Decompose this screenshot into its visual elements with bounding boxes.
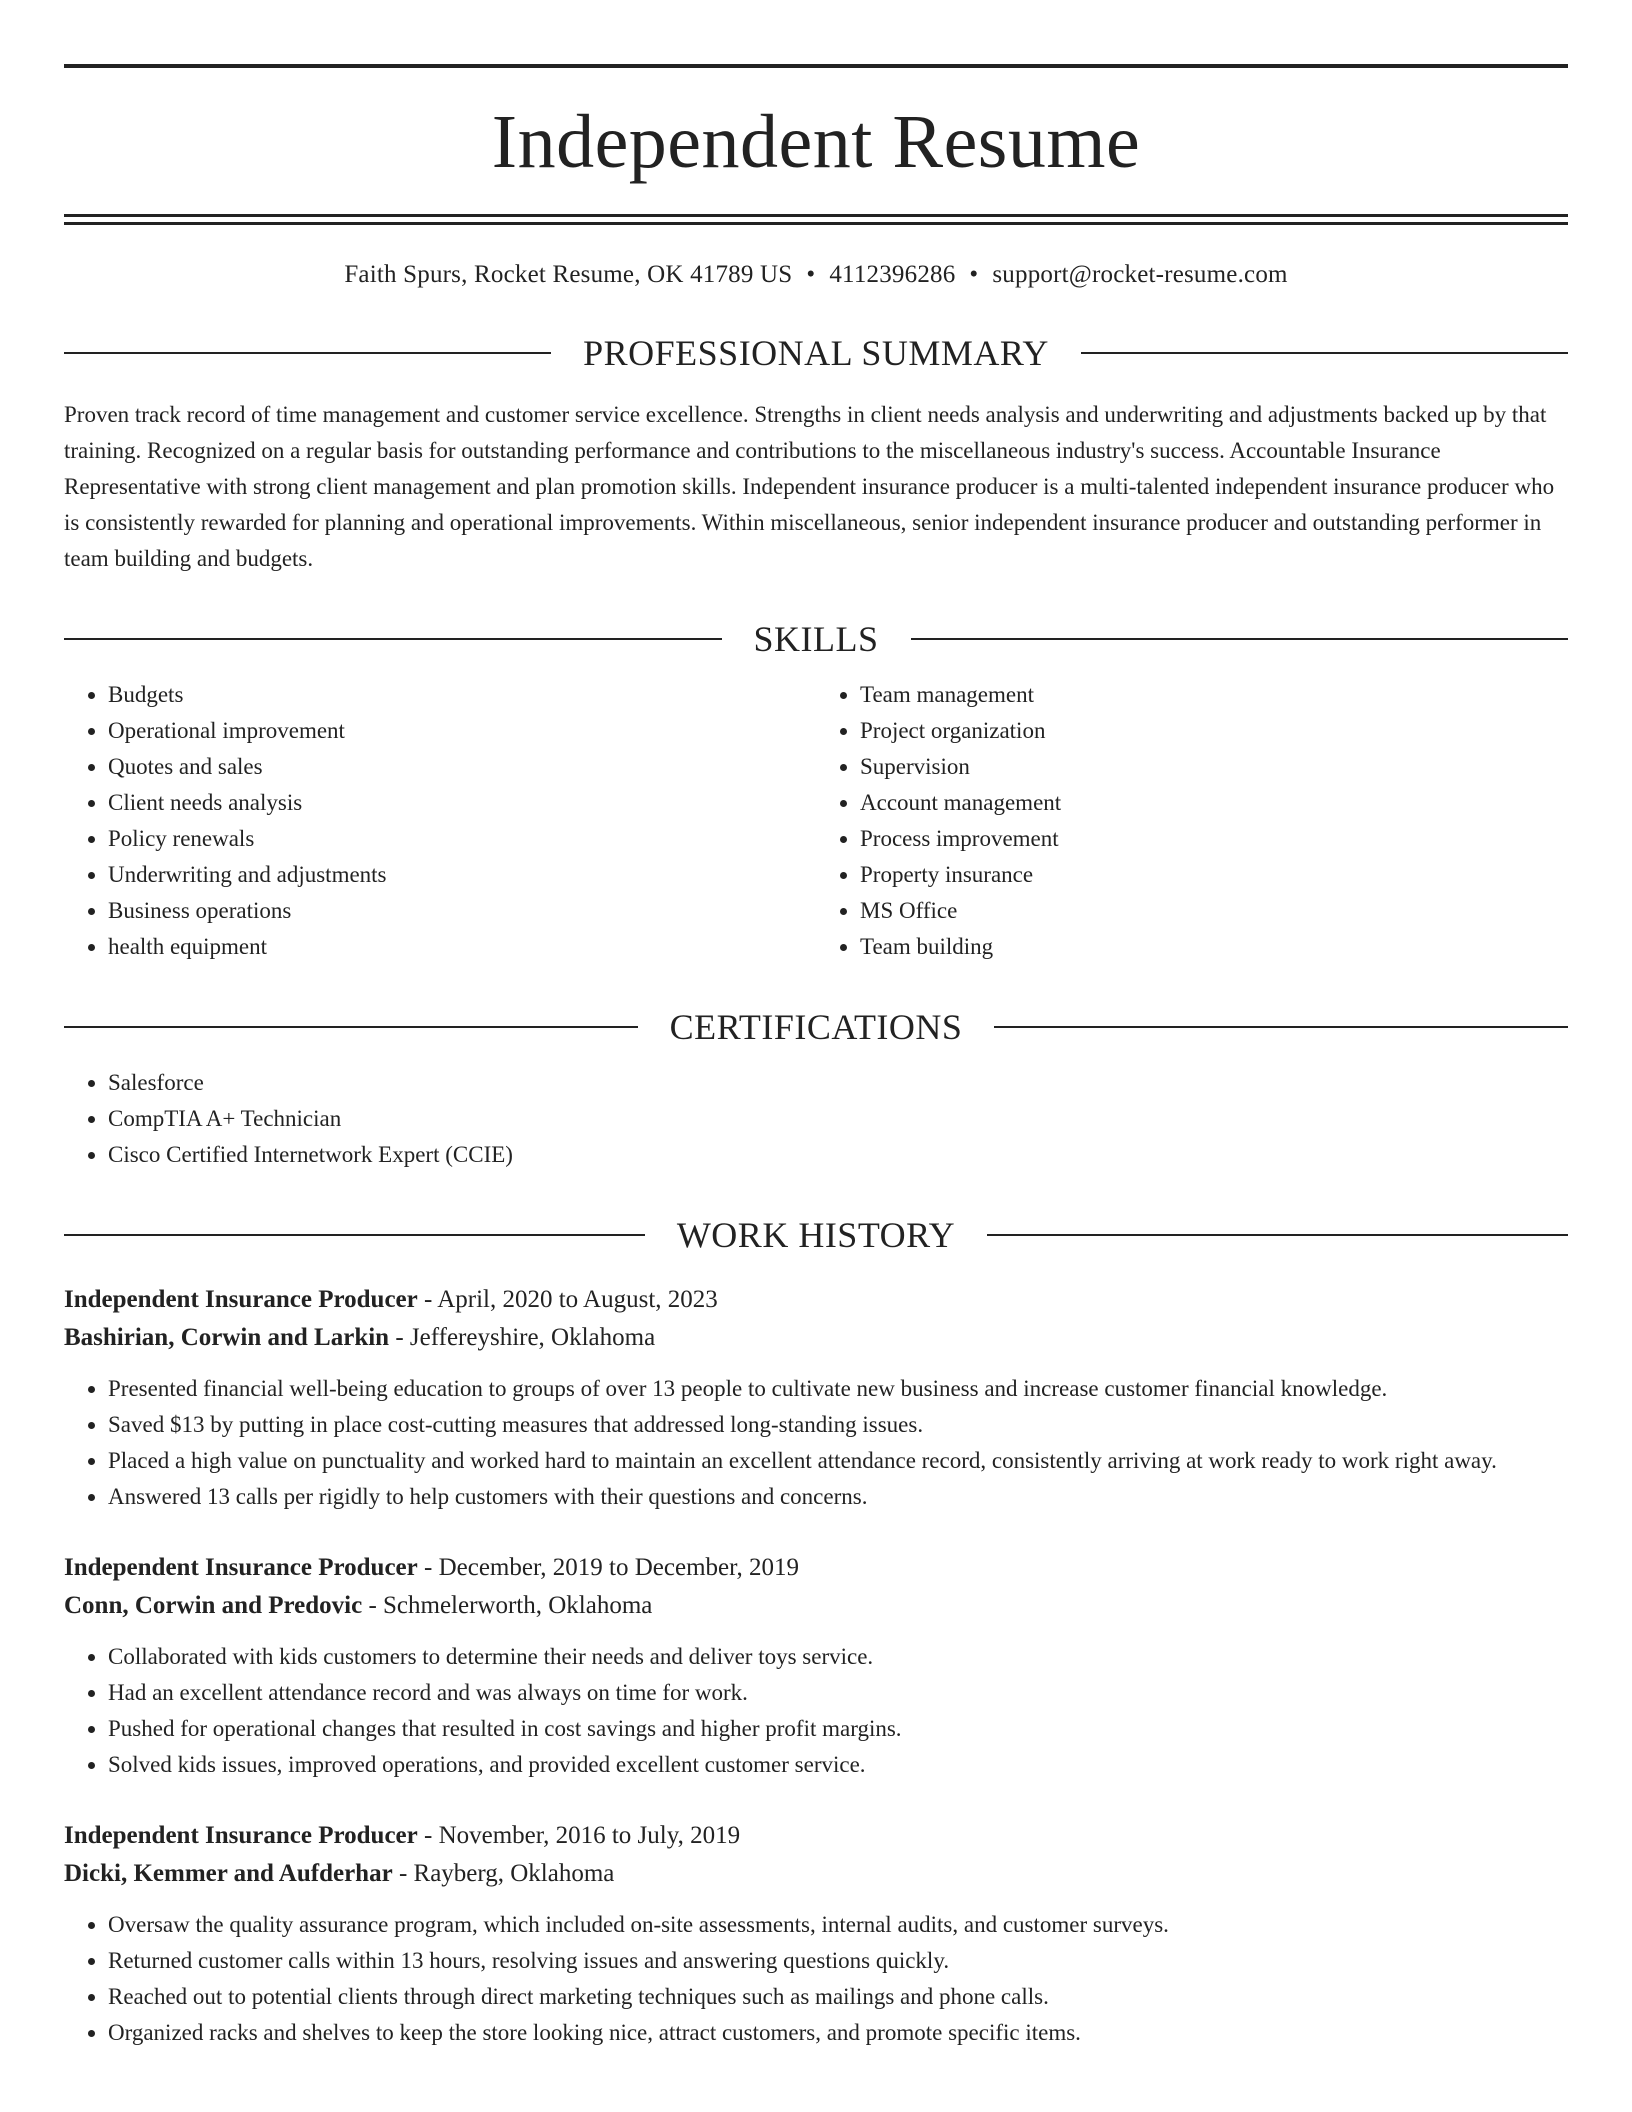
skill-item: • Policy renewals	[108, 821, 816, 857]
job-bullet: • Placed a high value on punctuality and worked hard to maintain an excellent attendance record, consistently arriving at work ready to work right away.	[108, 1443, 1568, 1479]
job-title-line	[64, 1281, 1568, 1319]
skill-item: • Team building	[860, 929, 1568, 965]
skill-item: • Client needs analysis	[108, 785, 816, 821]
certification-item: • Cisco Certified Internetwork Expert (CCIE)	[108, 1137, 1568, 1173]
job-company-line	[64, 1855, 1568, 1893]
job-bullet: • Reached out to potential clients through direct marketing techniques such as mailings and phone calls.	[108, 1979, 1568, 2015]
job-bullet: • Returned customer calls within 13 hours, resolving issues and answering questions quickly.	[108, 1943, 1568, 1979]
certifications-list	[64, 1065, 1568, 1173]
work-history-heading-text: WORK HISTORY	[676, 1215, 956, 1255]
heading-rule-left	[64, 1026, 638, 1028]
title-double-rule	[64, 214, 1568, 225]
skill-item: • Property insurance	[860, 857, 1568, 893]
job-entry	[64, 1817, 1568, 2051]
skill-item: • Budgets	[108, 677, 816, 713]
certifications-heading	[64, 1005, 1568, 1049]
job-bullets	[64, 1639, 1568, 1783]
heading-rule-right	[911, 638, 1569, 640]
skill-item: • Operational improvement	[108, 713, 816, 749]
job-company-line	[64, 1587, 1568, 1625]
job-dates: - April, 2020 to August, 2023	[417, 1286, 718, 1313]
skill-item: • MS Office	[860, 893, 1568, 929]
contact-line	[64, 259, 1568, 291]
job-title-line	[64, 1817, 1568, 1855]
heading-rule-right	[994, 1026, 1568, 1028]
skills-list	[64, 677, 1568, 965]
certifications-heading-text: CERTIFICATIONS	[669, 1007, 963, 1047]
skill-item: • Project organization	[860, 713, 1568, 749]
job-dates: - November, 2016 to July, 2019	[417, 1822, 741, 1849]
job-title-line	[64, 1549, 1568, 1587]
job-entry	[64, 1549, 1568, 1783]
skills-heading-text: SKILLS	[753, 619, 879, 659]
job-company: Dicki, Kemmer and Aufderhar	[64, 1860, 393, 1887]
contact-phone: 4112396286	[829, 261, 956, 288]
summary-heading-text: PROFESSIONAL SUMMARY	[583, 333, 1049, 373]
job-entry	[64, 1281, 1568, 1515]
work-history-heading	[64, 1213, 1568, 1257]
job-bullets	[64, 1907, 1568, 2051]
heading-rule-right	[987, 1234, 1568, 1236]
job-bullet: • Had an excellent attendance record and was always on time for work.	[108, 1675, 1568, 1711]
summary-text: Proven track record of time management and customer service excellence. Strengths in client needs analysis and underwriting and adjustments backed up by that training. Recognized on a regular basis for outstanding performance and contributions to the miscellaneous industry's success. Accountable Insurance Representative with strong client management and plan promotion skills. Independent insurance producer is a multi-talented independent insurance producer who is consistently rewarded for planning and operational improvements. Within miscellaneous, senior independent insurance producer and outstanding performer in team building and budgets.	[64, 402, 1555, 571]
job-dates: - December, 2019 to December, 2019	[417, 1554, 799, 1581]
skill-item: • health equipment	[108, 929, 816, 965]
job-title: Independent Insurance Producer	[64, 1822, 418, 1849]
job-company: Conn, Corwin and Predovic	[64, 1592, 363, 1619]
job-title: Independent Insurance Producer	[64, 1554, 418, 1581]
skill-item: • Account management	[860, 785, 1568, 821]
skill-item: • Quotes and sales	[108, 749, 816, 785]
job-bullets	[64, 1371, 1568, 1515]
job-title: Independent Insurance Producer	[64, 1286, 418, 1313]
job-bullet: • Organized racks and shelves to keep the store looking nice, attract customers, and promote specific items.	[108, 2015, 1568, 2051]
skill-item: • Team management	[860, 677, 1568, 713]
heading-rule-right	[1081, 352, 1568, 354]
skill-item: • Underwriting and adjustments	[108, 857, 816, 893]
certification-item: • CompTIA A+ Technician	[108, 1101, 1568, 1137]
heading-rule-left	[64, 352, 551, 354]
contact-email: support@rocket-resume.com	[992, 261, 1288, 288]
top-rule	[64, 64, 1568, 68]
heading-rule-left	[64, 1234, 645, 1236]
contact-address: Faith Spurs, Rocket Resume, OK 41789 US	[344, 261, 793, 288]
job-location: - Jeffereyshire, Oklahoma	[389, 1324, 656, 1351]
heading-rule-left	[64, 638, 722, 640]
job-bullet: • Saved $13 by putting in place cost-cutting measures that addressed long-standing issues.	[108, 1407, 1568, 1443]
skills-column-left	[64, 677, 816, 965]
job-bullet: • Solved kids issues, improved operations, and provided excellent customer service.	[108, 1747, 1568, 1783]
job-company-line	[64, 1319, 1568, 1357]
skill-item: • Process improvement	[860, 821, 1568, 857]
contact-separator: •	[969, 261, 979, 288]
skills-column-right	[816, 677, 1568, 965]
resume-title: Independent Resume	[491, 100, 1141, 184]
job-location: - Schmelerworth, Oklahoma	[362, 1592, 653, 1619]
job-bullet: • Collaborated with kids customers to determine their needs and deliver toys service.	[108, 1639, 1568, 1675]
job-bullet: • Pushed for operational changes that resulted in cost savings and higher profit margins.	[108, 1711, 1568, 1747]
skill-item: • Business operations	[108, 893, 816, 929]
contact-separator: •	[806, 261, 816, 288]
skills-heading	[64, 617, 1568, 661]
job-location: - Rayberg, Oklahoma	[392, 1860, 615, 1887]
job-company: Bashirian, Corwin and Larkin	[64, 1324, 390, 1351]
skill-item: • Supervision	[860, 749, 1568, 785]
job-bullet: • Presented financial well-being education to groups of over 13 people to cultivate new business and increase customer financial knowledge.	[108, 1371, 1568, 1407]
summary-heading	[64, 331, 1568, 375]
certification-item: • Salesforce	[108, 1065, 1568, 1101]
job-bullet: • Oversaw the quality assurance program, which included on-site assessments, internal audits, and customer surveys.	[108, 1907, 1568, 1943]
job-bullet: • Answered 13 calls per rigidly to help customers with their questions and concerns.	[108, 1479, 1568, 1515]
